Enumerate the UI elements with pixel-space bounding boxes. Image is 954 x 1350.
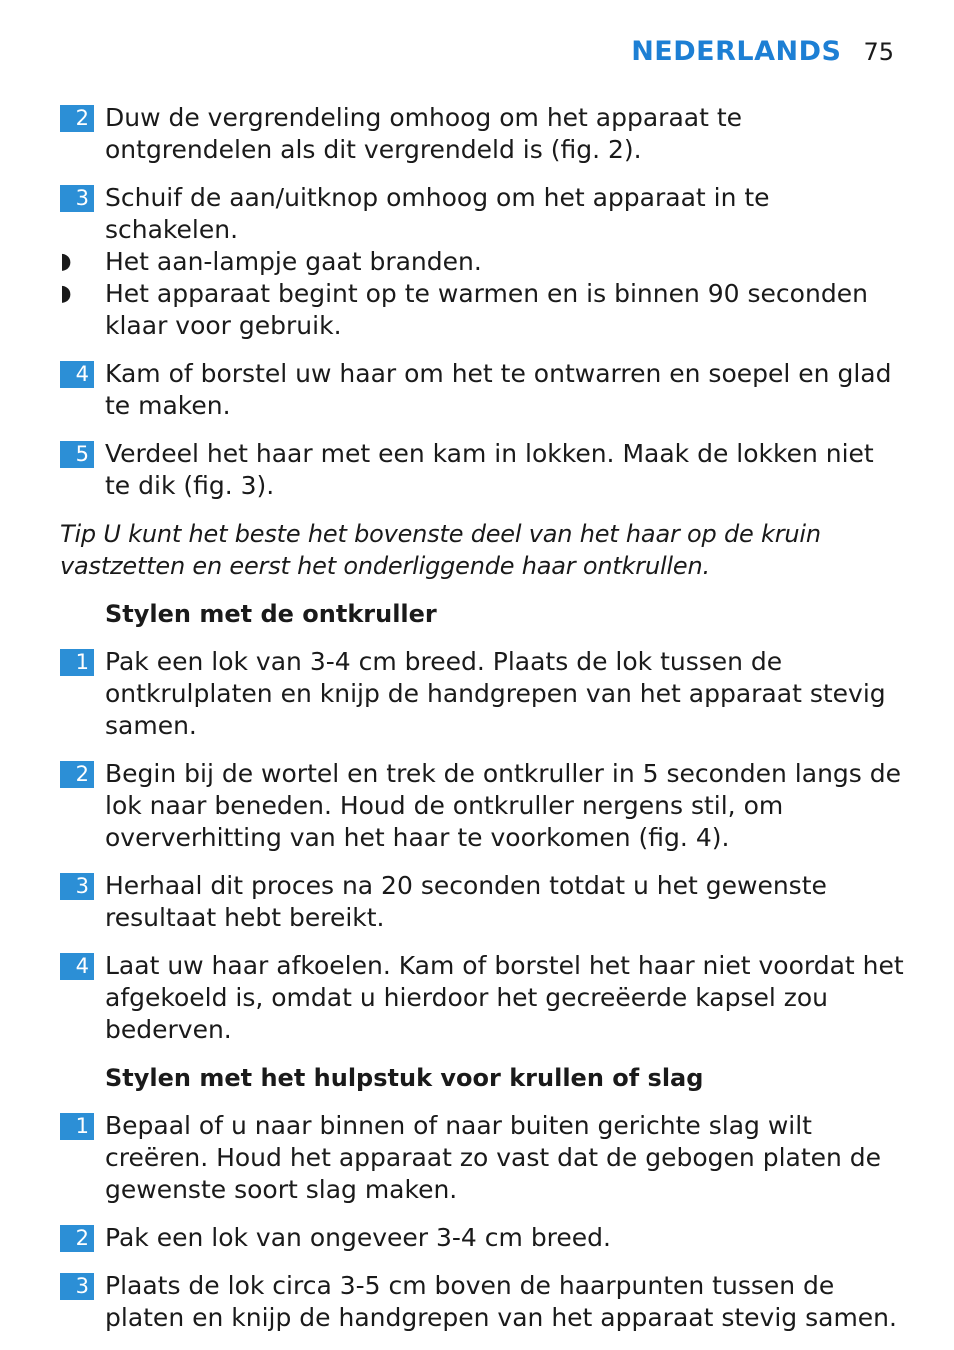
step-item xyxy=(60,950,905,1046)
bullet-text: Het aan-lampje gaat branden. xyxy=(105,247,482,276)
bullet-arrow-icon: ◗ xyxy=(60,249,72,274)
section-heading: Stylen met het hulpstuk voor krullen of slag xyxy=(105,1064,704,1092)
bullet-arrow-icon: ◗ xyxy=(60,281,72,306)
step-item xyxy=(60,438,905,502)
step-number-badge: 4 xyxy=(60,361,94,388)
step-number-badge: 2 xyxy=(60,1225,94,1252)
section-heading: Stylen met de ontkruller xyxy=(105,600,437,628)
step-number-badge: 3 xyxy=(60,1273,94,1300)
step-number-badge: 5 xyxy=(60,441,94,468)
step-text: Pak een lok van ongeveer 3-4 cm breed. xyxy=(105,1223,611,1252)
step-text: Verdeel het haar met een kam in lokken. Maak de lokken niet te dik (fig. 3). xyxy=(105,439,874,500)
step-text: Bepaal of u naar binnen of naar buiten gerichte slag wilt creëren. Houd het apparaat zo vast dat de gebogen platen de gewenste soort slag maken. xyxy=(105,1111,882,1204)
step-number-badge: 1 xyxy=(60,649,94,676)
step-text: Pak een lok van 3-4 cm breed. Plaats de lok tussen de ontkrulplaten en knijp de handgrepen van het apparaat stevig samen. xyxy=(105,647,886,740)
step-text: Begin bij de wortel en trek de ontkruller in 5 seconden langs de lok naar beneden. Houd de ontkruller nergens stil, om oververhitting van het haar te voorkomen (fig. 4). xyxy=(105,759,902,852)
step-item xyxy=(60,1270,905,1334)
step-number-badge: 2 xyxy=(60,105,94,132)
step-number-badge: 3 xyxy=(60,873,94,900)
step-text: Kam of borstel uw haar om het te ontwarren en soepel en glad te maken. xyxy=(105,359,892,420)
step-text: Herhaal dit proces na 20 seconden totdat u het gewenste resultaat hebt bereikt. xyxy=(105,871,827,932)
step-item xyxy=(60,758,905,854)
step-number-badge: 1 xyxy=(60,1113,94,1140)
step-text: Plaats de lok circa 3-5 cm boven de haarpunten tussen de platen en knijp de handgrepen van het apparaat stevig samen. xyxy=(105,1271,897,1332)
step-item xyxy=(60,1222,905,1254)
step-text: Duw de vergrendeling omhoog om het apparaat te ontgrendelen als dit vergrendeld is (fig. 2). xyxy=(105,103,743,164)
result-bullet xyxy=(60,246,905,278)
tip-text: Tip U kunt het beste het bovenste deel van het haar op de kruin vastzetten en eerst het onderliggende haar ontkrullen. xyxy=(60,520,821,580)
page-header xyxy=(631,36,894,76)
bullet-text: Het apparaat begint op te warmen en is binnen 90 seconden klaar voor gebruik. xyxy=(105,279,868,340)
step-item xyxy=(60,102,905,166)
step-number-badge: 4 xyxy=(60,953,94,980)
step-item xyxy=(60,646,905,742)
step-text: Schuif de aan/uitknop omhoog om het apparaat in te schakelen. xyxy=(105,183,770,244)
step-item xyxy=(60,1110,905,1206)
language-title: NEDERLANDS xyxy=(631,36,842,67)
result-bullet xyxy=(60,278,905,342)
page-number: 75 xyxy=(863,38,894,66)
page-content xyxy=(60,102,905,1350)
step-number-badge: 3 xyxy=(60,185,94,212)
step-text: Laat uw haar afkoelen. Kam of borstel het haar niet voordat het afgekoeld is, omdat u hierdoor het gecreëerde kapsel zou bederven. xyxy=(105,951,904,1044)
step-item xyxy=(60,182,905,246)
step-item xyxy=(60,358,905,422)
step-item xyxy=(60,870,905,934)
step-number-badge: 2 xyxy=(60,761,94,788)
